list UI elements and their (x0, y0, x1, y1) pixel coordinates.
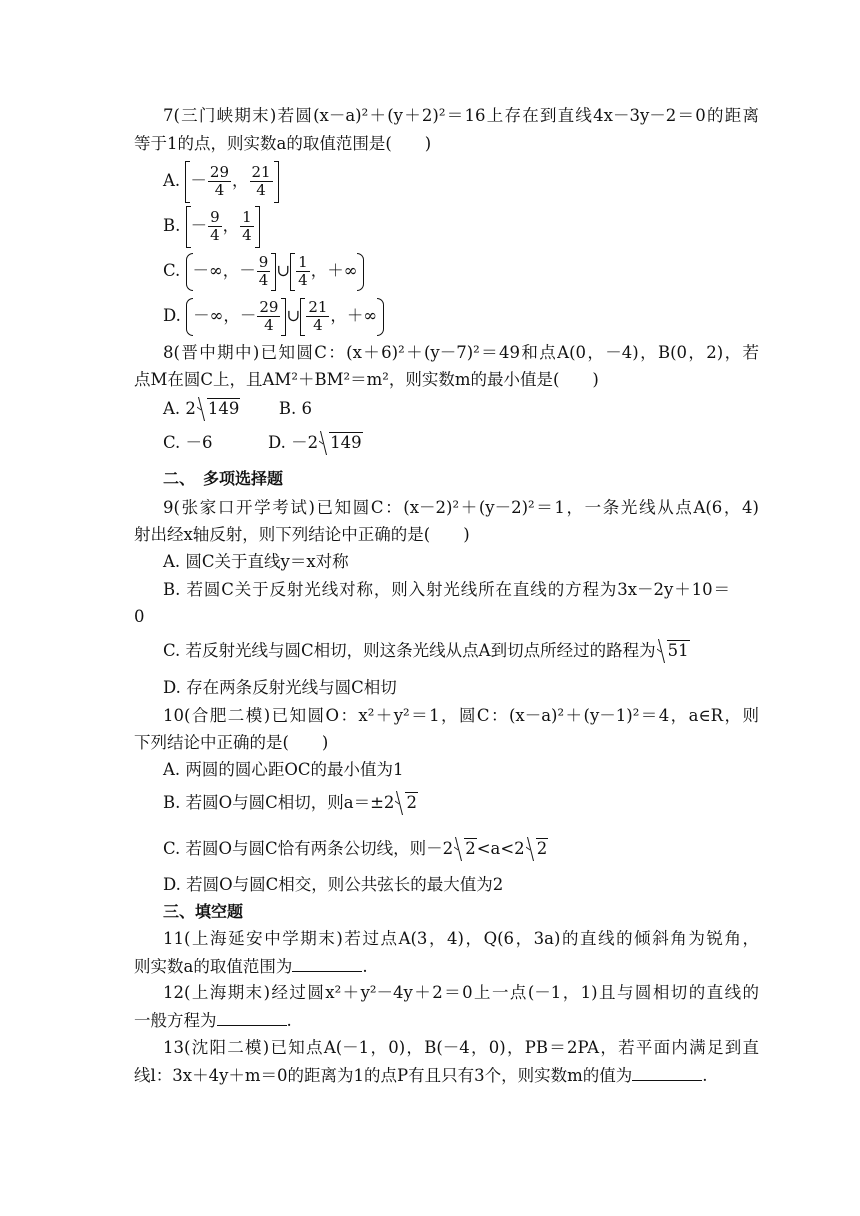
q7-option-d: D. －∞，－ $\frac{29}{4}$ ∪ $\frac{21}{4}$ ，＋∞ (163, 295, 384, 337)
q9-option-b-line-2: 0 (134, 607, 145, 626)
sqrt-symbol: 149 (196, 396, 241, 422)
sqrt-symbol: 51 (656, 638, 690, 664)
q9-line-1 (163, 495, 759, 521)
option-label: D. (163, 306, 181, 325)
q8-line-2: 点M在圆C上，且AM²＋BM²＝m²，则实数m的最小值是( ) (134, 370, 599, 389)
q7-option-b: B. － $\frac{9}{4}$ ， $\frac{1}{4}$ (163, 205, 260, 248)
fraction: $\frac{21}{4}$ (308, 298, 328, 334)
option-label: C. (163, 261, 181, 280)
q9-line-2: 射出经x轴反射，则下列结论中正确的是( ) (134, 525, 470, 544)
fraction: $\frac{29}{4}$ (209, 163, 230, 199)
q13-line-2: 线l：3x＋4y＋m＝0的距离为1的点P有且只有3个，则实数m的值为 . (134, 1062, 708, 1089)
q10-number: 10 (163, 706, 184, 725)
q10-option-c: C. 若圆O与圆C恰有两条公切线，则－2 2<a<2 2 (163, 836, 548, 862)
left-bracket (186, 206, 191, 248)
q8-number: 8 (163, 343, 174, 362)
answer-blank (632, 1062, 702, 1081)
q11-line-2: 则实数a的取值范围为 . (134, 953, 368, 980)
fraction: $\frac{1}{4}$ (242, 208, 252, 244)
right-bracket (255, 206, 260, 248)
section-heading-fill-in: 三、填空题 (163, 902, 244, 921)
q7-stem-1: 若圆(x－a)²＋(y＋2)²＝16上存在到直线4x－3y－2＝0的距离 (276, 106, 760, 125)
fraction: $\frac{1}{4}$ (298, 253, 308, 289)
left-bracket (185, 161, 190, 203)
q7-number: 7 (163, 106, 174, 125)
q8-stem-1: 已知圆C：(x＋6)²＋(y－7)²＝49和点A(0，－4)，B(0，2)，若 (259, 343, 759, 362)
sqrt-symbol: 149 (318, 430, 363, 456)
q8-source: (晋中期中) (173, 343, 260, 362)
sqrt-symbol: 2 (525, 836, 549, 862)
q12-stem-1: 经过圆x²＋y²－4y＋2＝0上一点(－1，1)且与圆相切的直线的 (270, 983, 760, 1002)
option-label: B. (163, 216, 181, 235)
q11-source: (上海延安中学期末) (184, 929, 343, 948)
q10-line-1 (163, 703, 759, 729)
q13-number: 13 (163, 1038, 184, 1057)
fraction: $\frac{21}{4}$ (251, 163, 271, 199)
q7-option-c: C. －∞，－ $\frac{9}{4}$ ∪ $\frac{1}{4}$ ，＋∞ (163, 250, 364, 292)
q10-option-d: D. 若圆O与圆C相交，则公共弦长的最大值为2 (163, 875, 504, 894)
q12-line-2: 一般方程为 . (134, 1007, 292, 1034)
q11-line-1 (163, 926, 759, 952)
right-bracket (274, 161, 279, 203)
q10-option-b: B. 若圆O与圆C相切，则a＝±2 2 (163, 790, 418, 816)
q7-line-2: 等于1的点，则实数a的取值范围是( ) (134, 134, 432, 153)
q10-line-2: 下列结论中正确的是( ) (134, 733, 329, 752)
answer-blank (292, 953, 362, 972)
q12-source: (上海期末) (184, 983, 271, 1002)
q8-option-b: B. 6 (278, 399, 313, 418)
q7-option-a: A. － $\frac{29}{4}$ ， $\frac{21}{4}$ (163, 160, 279, 203)
q13-stem-1: 已知点A(－1，0)，B(－4，0)，PB＝2PA，若平面内满足到直 (269, 1038, 759, 1057)
option-label: A. (163, 171, 181, 190)
q11-stem-1: 若过点A(3，4)，Q(6，3a)的直线的倾斜角为锐角， (342, 929, 759, 948)
q10-option-a: A. 两圆的圆心距OC的最小值为1 (163, 760, 404, 779)
q9-option-d: D. 存在两条反射光线与圆C相切 (163, 678, 397, 697)
fraction: $\frac{29}{4}$ (259, 298, 279, 334)
q9-number: 9 (163, 498, 174, 517)
q9-option-a: A. 圆C关于直线y＝x对称 (163, 552, 349, 571)
q13-line-1 (163, 1035, 759, 1061)
q8-options-cd (163, 430, 363, 456)
q12-line-1 (163, 980, 759, 1006)
section-heading-multi-choice: 二、 多项选择题 (163, 469, 284, 488)
q9-option-b-line-1: B. 若圆C关于反射光线对称，则入射光线所在直线的方程为3x－2y＋10＝ (163, 580, 730, 599)
q8-option-a: A. 2 (163, 399, 196, 418)
right-bracket (271, 253, 276, 291)
left-paren (186, 298, 193, 336)
answer-blank (217, 1007, 287, 1026)
q13-source: (沈阳二模) (184, 1038, 270, 1057)
q9-stem-1: 已知圆C：(x－2)²＋(y－2)²＝1，一条光线从点A(6，4) (314, 498, 759, 517)
right-paren (357, 253, 364, 291)
q7-source: (三门峡期末) (173, 106, 277, 125)
q8-line-1 (163, 340, 759, 366)
q9-source: (张家口开学考试) (173, 498, 315, 517)
fraction: $\frac{9}{4}$ (258, 253, 269, 289)
left-paren (186, 253, 193, 291)
right-bracket (281, 298, 286, 336)
fraction: $\frac{9}{4}$ (210, 208, 220, 244)
left-bracket (290, 253, 295, 291)
q10-source: (合肥二模) (184, 706, 271, 725)
q8-option-d: D. －2 (268, 433, 319, 452)
q7-line-1 (163, 103, 759, 129)
left-bracket (300, 298, 305, 336)
q10-stem-1: 已知圆O：x²＋y²＝1，圆C：(x－a)²＋(y－1)²＝4，a∈R，则 (270, 706, 760, 725)
q9-option-c: C. 若反射光线与圆C相切，则这条光线从点A到切点所经过的路程为 51 (163, 638, 690, 664)
q11-number: 11 (163, 929, 184, 948)
sqrt-symbol: 2 (394, 790, 418, 816)
q12-number: 12 (163, 983, 184, 1002)
right-paren (377, 298, 384, 336)
sqrt-symbol: 2 (453, 836, 477, 862)
q8-option-c: C. －6 (163, 433, 213, 452)
q8-options-ab (163, 396, 312, 422)
